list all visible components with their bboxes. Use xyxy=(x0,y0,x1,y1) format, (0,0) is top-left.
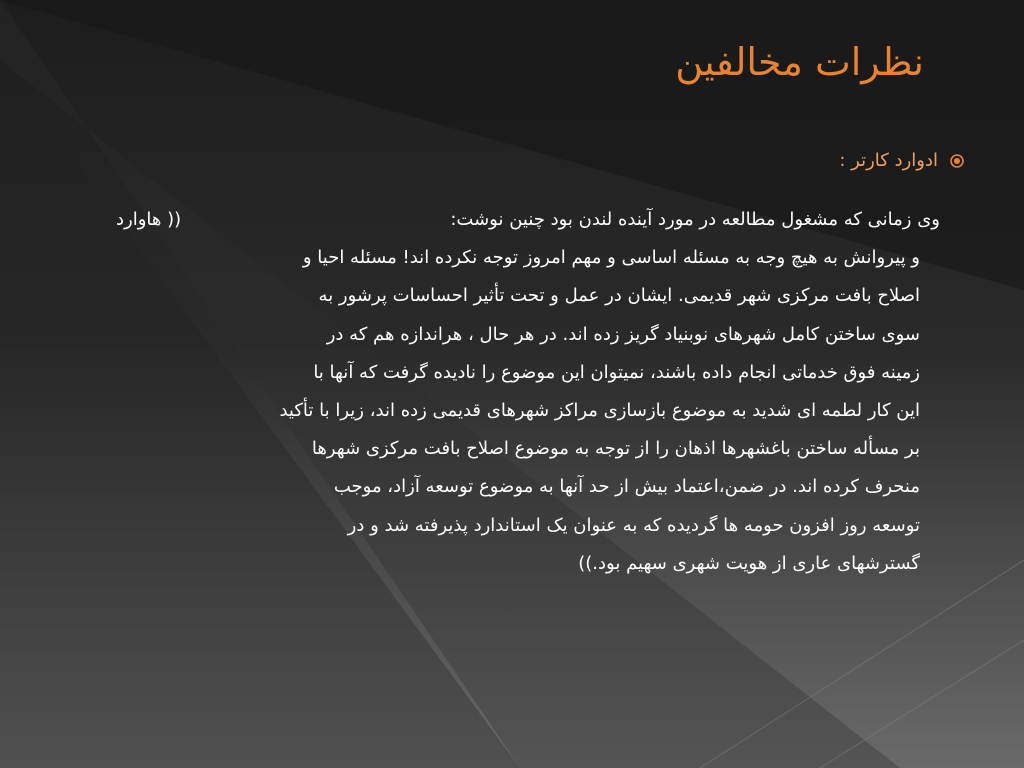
quote-line: زمینه فوق خدماتی انجام داده باشند، نمیتوان این موضوع را نادیده گرفت که آنها با xyxy=(313,361,920,383)
quote-line: سوی ساختن کامل شهرهای نوبنیاد گریز زده اند. در هر حال ، هراندازه هم که در xyxy=(326,323,920,345)
bullet-item xyxy=(839,150,964,171)
quote-line: بر مسأله ساختن باغشهرها اذهان را از توجه به موضوع اصلاح بافت مرکزی شهرها xyxy=(311,438,920,460)
quote-line-start: (( هاوارد xyxy=(116,209,182,230)
quote-line: و پیروانش به هیچ وجه به مسئله اساسی و مهم امروز توجه نکرده اند! مسئله احیا و xyxy=(302,247,920,269)
quote-line-end: وی زمانی که مشغول مطالعه در مورد آینده لندن بود چنین نوشت: xyxy=(450,209,940,230)
quote-first-line xyxy=(116,201,940,239)
bg-line-right-2 xyxy=(820,640,1024,768)
bullet-label: ادوارد کارتر : xyxy=(839,150,938,171)
quote-paragraph xyxy=(116,201,940,583)
quote-line: توسعه روز افزون حومه ها گردیده که به عنوان یک استاندارد پذیرفته شد و در xyxy=(347,514,920,536)
quote-line: منحرف کرده اند. در ضمن،اعتماد بیش از حد آنها به موضوع توسعه آزاد، موجب xyxy=(333,476,920,498)
quote-line: این کار لطمه ای شدید به موضوع بازسازی مراکز شهرهای قدیمی زده اند، زیرا با تأکید xyxy=(279,399,920,421)
circle-bullet-icon xyxy=(950,154,964,168)
quote-line: اصلاح بافت مرکزی شهر قدیمی. ایشان در عمل و تحت تأثیر احساسات پرشور به xyxy=(318,285,920,307)
quote-line: گسترشهای عاری از هویت شهری سهیم بود.)) xyxy=(578,552,920,574)
slide-title: نظرات مخالفین xyxy=(675,40,924,84)
